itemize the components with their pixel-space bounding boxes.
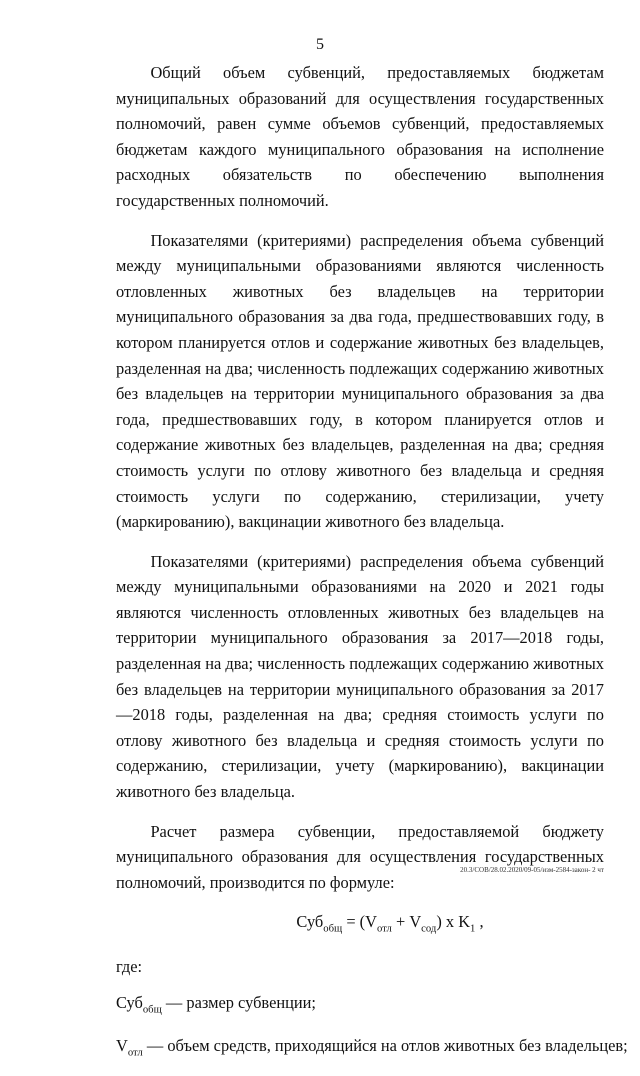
formula-sub-index: общ — [323, 923, 343, 935]
definition-v-otl — [116, 1033, 628, 1066]
formula-tail: , — [475, 912, 484, 932]
formula-close-k: ) x K — [436, 912, 471, 932]
definition-symbol-base: V — [116, 1035, 128, 1055]
document-body — [116, 60, 628, 1076]
formula-v-otl-index: отл — [376, 923, 392, 935]
definition-symbol-index: отл — [127, 1047, 143, 1059]
formula-v-sod-index: сод — [421, 923, 437, 935]
paragraph-total-subventions: Общий объем субвенций, предоставляемых бюджетам муниципальных образований для осуществления государственных полномочий, равен сумме объемов субвенций, предоставляемых бюджетам каждого муниципального образования на исполнение расходных обязательств по обеспечению выполнения государственных полномочий. — [116, 63, 604, 210]
definition-sub-total — [116, 990, 604, 1023]
paragraph-calculation-intro: Расчет размера субвенции, предоставляемой бюджету муниципального образования для осуществления государственных полномочий, производится по формуле: — [116, 821, 604, 892]
definition-text: — размер субвенции; — [161, 992, 316, 1012]
subvention-formula — [176, 909, 604, 942]
formula-eq-open: = (V — [342, 912, 377, 932]
formula-plus: + V — [391, 912, 422, 932]
where-label: где: — [116, 957, 143, 977]
paragraph-distribution-criteria: Показателями (критериями) распределения объема субвенций между муниципальными образованиями являются численность отловленных животных без владельцев на территории муниципального образования за два года, предшествовавших году, в котором планируется отлов и содержание животных без владельцев, разделенная на два; численность подлежащих содержанию животных без владельцев на территории муниципального образования за два года, предшествовавших году, в котором планируется отлов и содержание животных без владельцев, разделенная на два; средняя стоимость услуги по отлову животного без владельца и средняя стоимость услуги по содержанию, стерилизации, учету (маркированию), вакцинации животного без владельца. — [116, 230, 604, 532]
formula-sub-base: Суб — [296, 912, 324, 932]
definition-symbol-base: Суб — [116, 992, 143, 1012]
paragraph-criteria-2020-2021: Показателями (критериями) распределения объема субвенций между муниципальными образованиями на 2020 и 2021 годы являются численность отловленных животных без владельцев на территории муниципального образования за 2017—2018 годы, разделенная на два; численность подлежащих содержанию животных без владельцев на территории муниципального образования за 2017—2018 годы, разделенная на два; средняя стоимость услуги по отлову животного без владельца и средняя стоимость услуги по содержанию, стерилизации, учету (маркированию), вакцинации животного без владельца. — [116, 551, 604, 802]
definition-symbol-index: общ — [142, 1004, 162, 1016]
page-number: 5 — [316, 36, 324, 53]
definition-text: — объем средств, приходящийся на отлов животных без владельцев; — [142, 1035, 628, 1055]
footer-document-code: 20.3/СОВ/28.02.2020/09-05/изм-2584-закон- 2 чт — [460, 866, 604, 874]
formula-k-index: 1 — [470, 923, 476, 935]
